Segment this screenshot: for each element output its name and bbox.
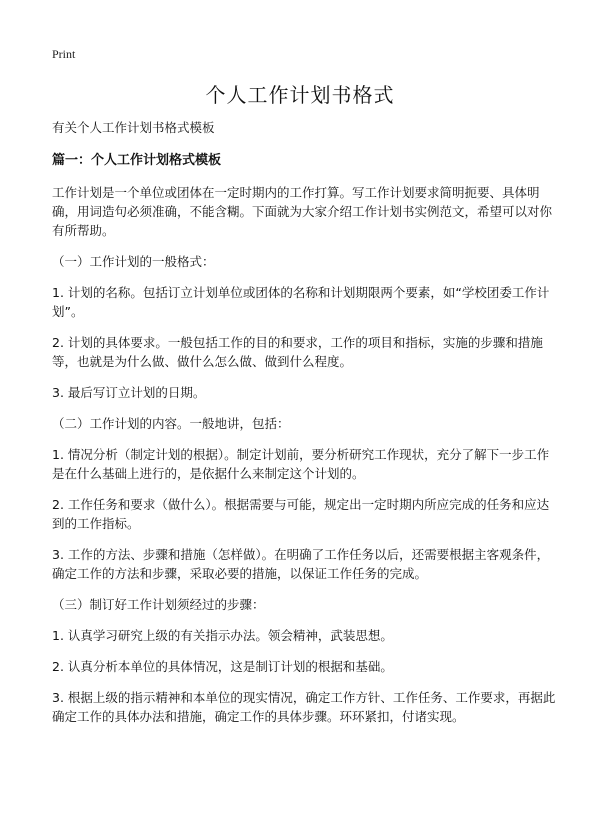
document-subtitle: 有关个人工作计划书格式模板 bbox=[52, 120, 215, 135]
paragraph-heading-steps: （三）制订好工作计划须经过的步骤： bbox=[52, 597, 265, 612]
paragraph-item: 1. 情况分析（制定计划的根据）。制定计划前，要分析研究工作现状，充分了解下一步工作是在什么基础上进行的，是依据什么来制定这个计划的。 bbox=[52, 447, 550, 481]
paragraph-item: 2. 计划的具体要求。一般包括工作的目的和要求，工作的项目和指标，实施的步骤和措施等，也就是为什么做、做什么怎么做、做到什么程度。 bbox=[52, 335, 543, 369]
paragraph-intro: 工作计划是一个单位或团体在一定时期内的工作打算。写工作计划要求简明扼要、具体明确，用词造句必须准确，不能含糊。下面就为大家介绍工作计划书实例范文，希望可以对你有所帮助。 bbox=[52, 185, 553, 238]
document-title: 个人工作计划书格式 bbox=[205, 83, 395, 107]
print-label: Print bbox=[52, 47, 76, 61]
paragraph-heading-content: （二）工作计划的内容。一般地讲，包括： bbox=[52, 416, 290, 431]
paragraph-item: 3. 根据上级的指示精神和本单位的现实情况，确定工作方针、工作任务、工作要求，再据此确定工作的具体办法和措施，确定工作的具体步骤。环环紧扣，付诸实现。 bbox=[52, 690, 556, 724]
paragraph-item: 1. 计划的名称。包括订立计划单位或团体的名称和计划期限两个要素，如“学校团委工作计划”。 bbox=[52, 285, 550, 319]
document-body bbox=[52, 118, 560, 738]
paragraph-item: 2. 工作任务和要求（做什么）。根据需要与可能，规定出一定时期内所应完成的任务和应达到的工作指标。 bbox=[52, 497, 550, 531]
section-heading: 篇一：个人工作计划格式模板 bbox=[52, 153, 222, 168]
paragraph-item: 1. 认真学习研究上级的有关指示办法。领会精神，武装思想。 bbox=[52, 628, 393, 643]
paragraph-item: 3. 工作的方法、步骤和措施（怎样做）。在明确了工作任务以后，还需要根据主客观条件，确定工作的方法和步骤，采取必要的措施，以保证工作任务的完成。 bbox=[52, 547, 550, 581]
paragraph-item: 3. 最后写订立计划的日期。 bbox=[52, 385, 206, 400]
paragraph-heading-general-format: （一）工作计划的一般格式： bbox=[52, 254, 215, 269]
paragraph-item: 2. 认真分析本单位的具体情况，这是制订计划的根据和基础。 bbox=[52, 659, 393, 674]
